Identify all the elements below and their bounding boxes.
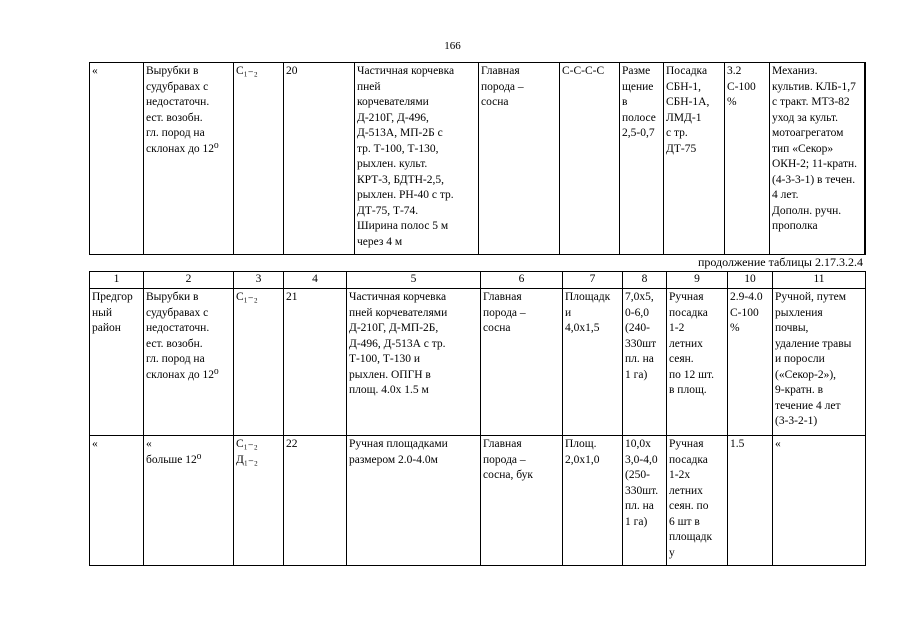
cell-care: Механиз. культив. КЛБ-1,7 с тракт. МТЗ-82 уход за культ. мотоагрегатом тип «Секор» ОКН-2; 11-кратн. (4-3-3-1) в течен. 4 лет. Дополн. ручн. прополка bbox=[770, 63, 865, 255]
continuation-caption: продолжение таблицы 2.17.3.2.4 bbox=[697, 255, 863, 269]
header-cell: 6 bbox=[481, 272, 563, 289]
table-row bbox=[90, 289, 866, 436]
cell-soil-preparation: Ручная площадками размером 2.0-4.0м bbox=[347, 436, 481, 566]
cell-forest-type: Вырубки в судубравах с недостаточн. ест. возобн. гл. пород на склонах до 12⁰ bbox=[144, 289, 234, 436]
header-cell: 7 bbox=[563, 272, 623, 289]
cell-forest-type: « больше 12⁰ bbox=[144, 436, 234, 566]
cell-main-species: Главная порода – сосна, бук bbox=[481, 436, 563, 566]
cell-care: Ручной, путем рыхления почвы, удаление травы и поросли («Секор-2»), 9-кратн. в течение 4 лет (3-3-2-1) bbox=[773, 289, 866, 436]
page-number: 166 bbox=[444, 40, 461, 52]
header-cell: 3 bbox=[234, 272, 284, 289]
header-cell: 4 bbox=[284, 272, 347, 289]
table-continued bbox=[89, 271, 866, 566]
cell-mixture-scheme: С-С-С-С bbox=[560, 63, 620, 255]
header-cell: 2 bbox=[144, 272, 234, 289]
cell-soil-preparation: Частичная корчевка пней корчевателями Д-210Г, Д-496, Д-513А, МП-2Б с тр. Т-100, Т-130, рыхлен. культ. КРТ-3, БДТН-2,5, рыхлен. РН-40 с тр. ДТ-75, Т-74. Ширина полос 5 м через 4 м bbox=[355, 63, 479, 255]
cell-site-type: С₁₋₂ bbox=[234, 63, 284, 255]
cell-main-species: Главная порода – сосна bbox=[481, 289, 563, 436]
header-row bbox=[90, 272, 866, 289]
table-row bbox=[90, 436, 866, 566]
cell-region: Предгор ный район bbox=[90, 289, 144, 436]
header-cell: 9 bbox=[667, 272, 728, 289]
cell-care: « bbox=[773, 436, 866, 566]
header-cell: 8 bbox=[623, 272, 667, 289]
cell-number: 22 bbox=[284, 436, 347, 566]
cell-main-species: Главная порода – сосна bbox=[479, 63, 560, 255]
cell-soil-preparation: Частичная корчевка пней корчевателями Д-210Г, Д-МП-2Б, Д-496, Д-513А с тр. Т-100, Т-130 и рыхлен. ОПГН в площ. 4.0х 1.5 м bbox=[347, 289, 481, 436]
cell-region: « bbox=[90, 436, 144, 566]
cell-density: 2.9-4.0 С-100 % bbox=[728, 289, 773, 436]
table-fragment-top bbox=[89, 62, 866, 255]
cell-planting: Посадка СБН-1, СБН-1А, ЛМД-1 с тр. ДТ-75 bbox=[664, 63, 725, 255]
table-row bbox=[90, 63, 865, 255]
header-cell: 11 bbox=[773, 272, 866, 289]
header-cell: 10 bbox=[728, 272, 773, 289]
cell-planting: Ручная посадка 1-2х летних сеян. по 6 шт в площадк у bbox=[667, 436, 728, 566]
cell-forest-type: Вырубки в судубравах с недостаточн. ест. возобн. гл. пород на склонах до 12⁰ bbox=[144, 63, 234, 255]
cell-placement: Разме щение в полосе 2,5-0,7 bbox=[620, 63, 664, 255]
cell-mixture-scheme: Площ. 2,0х1,0 bbox=[563, 436, 623, 566]
cell-density: 3.2 С-100 % bbox=[725, 63, 770, 255]
cell-density: 1.5 bbox=[728, 436, 773, 566]
cell-site-type: С₁₋₂ bbox=[234, 289, 284, 436]
cell-number: 20 bbox=[284, 63, 355, 255]
cell-region: « bbox=[90, 63, 144, 255]
cell-number: 21 bbox=[284, 289, 347, 436]
cell-placement: 10,0х 3,0-4,0 (250- 330шт. пл. на 1 га) bbox=[623, 436, 667, 566]
cell-placement: 7,0х5, 0-6,0 (240- 330шт пл. на 1 га) bbox=[623, 289, 667, 436]
cell-mixture-scheme: Площадк и 4,0х1,5 bbox=[563, 289, 623, 436]
cell-site-type: С₁₋₂ Д₁₋₂ bbox=[234, 436, 284, 566]
header-cell: 1 bbox=[90, 272, 144, 289]
header-cell: 5 bbox=[347, 272, 481, 289]
cell-planting: Ручная посадка 1-2 летних сеян. по 12 шт. в площ. bbox=[667, 289, 728, 436]
